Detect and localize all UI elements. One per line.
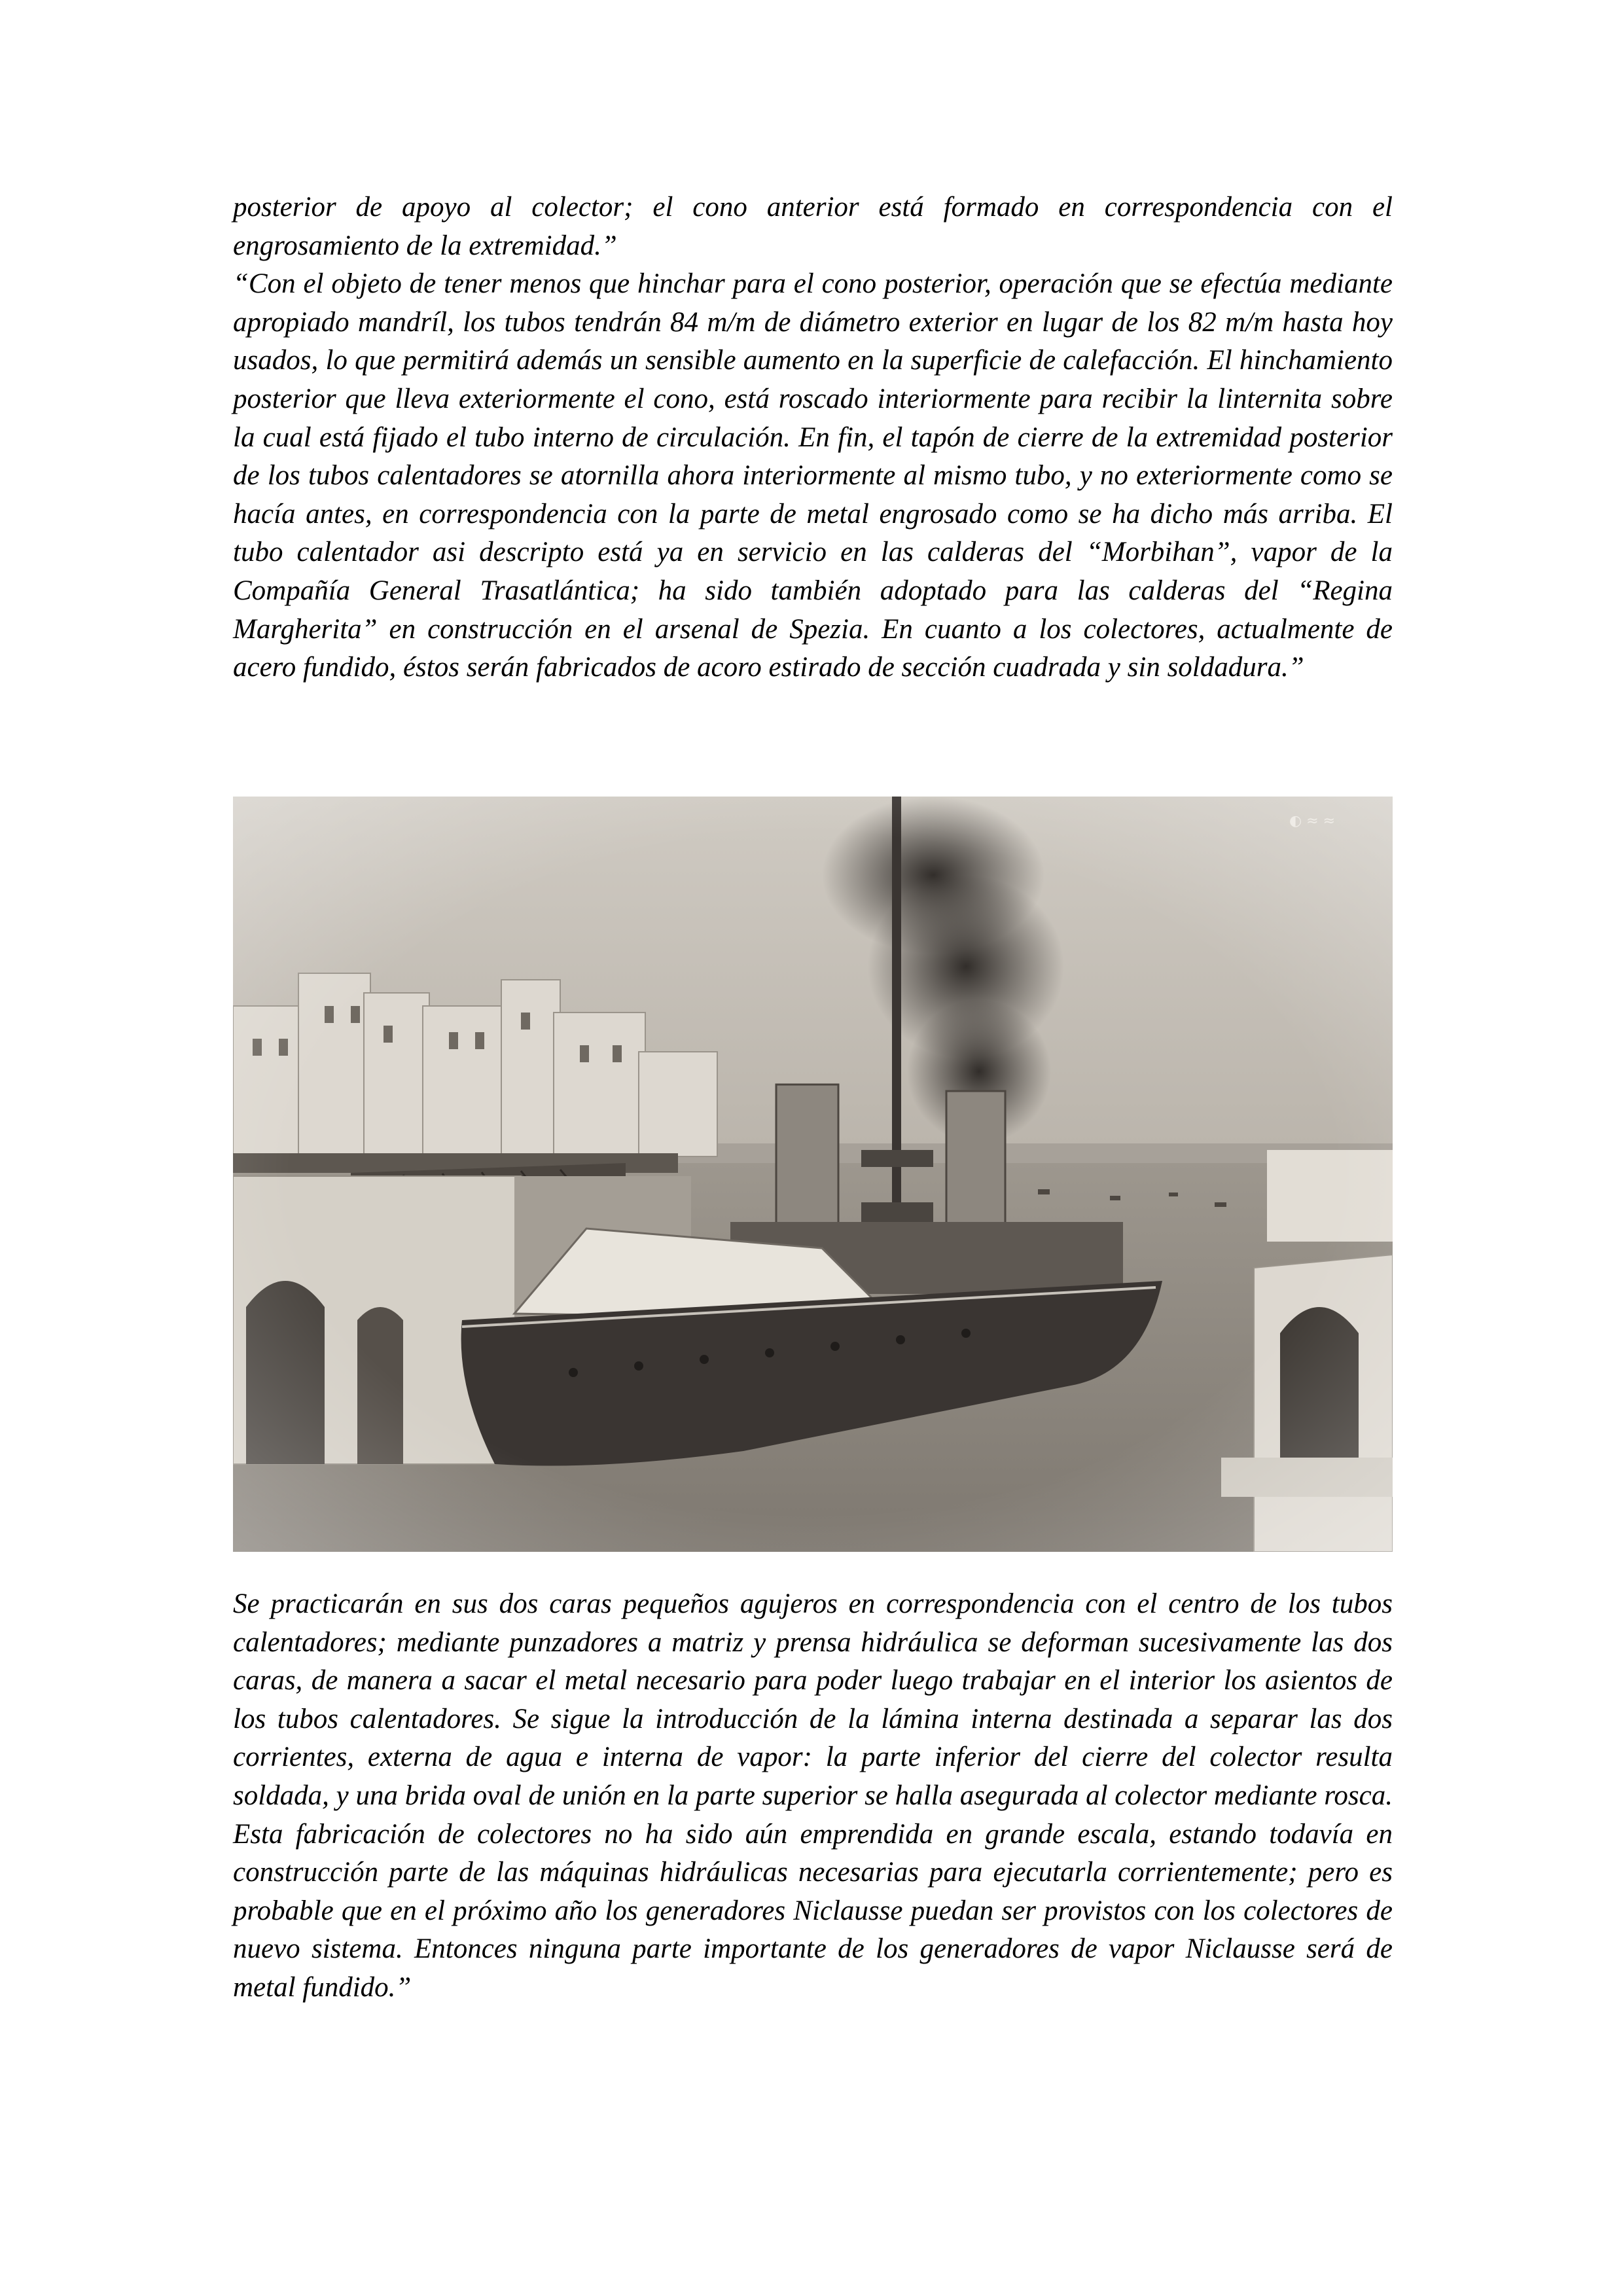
paragraph-1: posterior de apoyo al colector; el cono anterior está formado en correspondencia con el engrosamiento de la extremidad.” [233, 192, 1393, 261]
warship-harbor-image [233, 797, 1393, 1552]
warship-photograph [233, 797, 1393, 1552]
body-text-top [233, 188, 1393, 687]
photo-watermark-logo: ◐ ≈ ≈ [1289, 813, 1336, 829]
body-text-bottom [233, 1585, 1393, 2007]
paragraph-3: Se practicarán en sus dos caras pequeños agujeros en correspondencia con el centro de los tubos calentadores; mediante punzadores a matriz y prensa hidráulica se deforman sucesivamente las dos caras, de manera a sacar el metal necesario para poder luego trabajar en el interior los asientos de los tubos calentadores. Se sigue la introducción de la lámina interna destinada a separar las dos corrientes, externa de agua e interna de vapor: la parte inferior del cierre del colector resulta soldada, y una brida oval de unión en la parte superior se halla asegurada al colector mediante rosca. Esta fabricación de colectores no ha sido aún emprendida en grande escala, estando todavía en construcción parte de las máquinas hidráulicas necesarias para ejecutarla corrientemente; pero es probable que en el próximo año los generadores Niclausse puedan ser provistos con los colectores de nuevo sistema. Entonces ninguna parte importante de los generadores de vapor Niclausse será de metal fundido.” [233, 1588, 1393, 2003]
paragraph-2: “Con el objeto de tener menos que hinchar para el cono posterior, operación que se efectúa mediante apropiado mandríl, los tubos tendrán 84 m/m de diámetro exterior en lugar de los 82 m/m hasta hoy usados, lo que permitirá además un sensible aumento en la superficie de calefacción. El hinchamiento posterior que lleva exteriormente el cono, está roscado interiormente para recibir la linternita sobre la cual está fijado el tubo interno de circulación. En fin, el tapón de cierre de la extremidad posterior de los tubos calentadores se atornilla ahora interiormente al mismo tubo, y no exteriormente como se hacía antes, en correspondencia con la parte de metal engrosado como se ha dicho más arriba. El tubo calentador asi descripto está ya en servicio en las calderas del “Morbihan”, vapor de la Compañía General Trasatlántica; ha sido también adoptado para las calderas del “Regina Margherita” en construcción en el arsenal de Spezia. En cuanto a los colectores, actualmente de acero fundido, éstos serán fabricados de acoro estirado de sección cuadrada y sin soldadura.” [233, 268, 1393, 683]
